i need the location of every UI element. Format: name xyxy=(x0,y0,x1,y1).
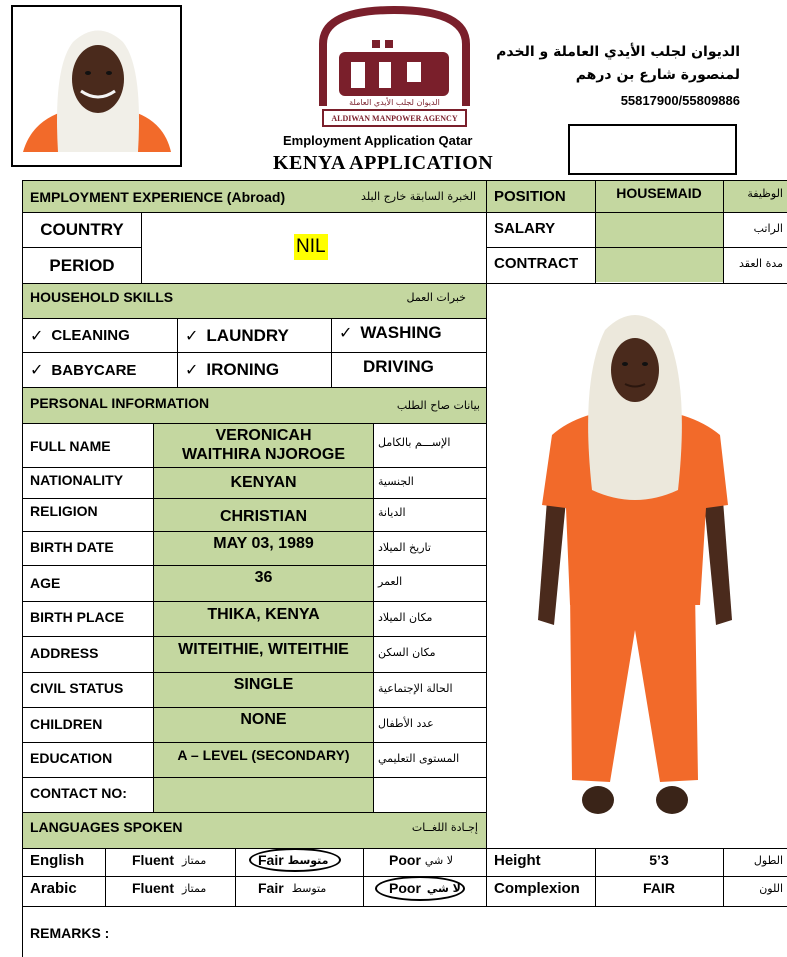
languages-header-arabic: إجـادة اللغــات xyxy=(411,820,478,834)
skill-item-ironing: ✓ IRONING xyxy=(185,360,280,379)
personal-header-arabic: بيانات صاح الطلب xyxy=(396,398,480,412)
contract-value-cell xyxy=(595,248,723,282)
birth-place-label-arabic: مكان الميلاد xyxy=(378,610,433,624)
religion-label: RELIGION xyxy=(30,503,98,519)
check-icon: ✓ xyxy=(30,327,44,345)
app-subtitle: Employment Application Qatar xyxy=(283,133,473,148)
language-english-name: English xyxy=(30,851,85,869)
birth-date-value: MAY 03, 1989 xyxy=(213,535,314,552)
reference-box xyxy=(568,124,737,175)
nationality-label-arabic: الجنسية xyxy=(378,474,414,488)
education-value: A – LEVEL (SECONDARY) xyxy=(177,747,350,763)
experience-header: EMPLOYMENT EXPERIENCE (Abroad) xyxy=(30,188,286,205)
birth-date-label: BIRTH DATE xyxy=(30,539,114,555)
language-english-fluent: Fluent ممتاز xyxy=(132,852,207,868)
birth-place-label: BIRTH PLACE xyxy=(30,609,125,625)
personal-header: PERSONAL INFORMATION xyxy=(30,395,210,411)
experience-header-arabic: الخبرة السابقة خارج البلد xyxy=(361,190,476,203)
contact-value xyxy=(154,778,373,808)
salary-label: SALARY xyxy=(494,219,556,237)
language-arabic-fluent: Fluent ممتاز xyxy=(132,880,207,896)
logo-english-text: ALDIWAN MANPOWER AGENCY xyxy=(331,114,458,123)
religion-label-arabic: الديانة xyxy=(378,505,406,519)
education-label: EDUCATION xyxy=(30,750,113,766)
contract-label: CONTRACT xyxy=(494,254,579,272)
company-logo xyxy=(317,4,472,130)
language-arabic-poor: Poor لا شي xyxy=(389,880,461,896)
children-label-arabic: عدد الأطفال xyxy=(378,716,434,730)
address-label: ADDRESS xyxy=(30,645,99,661)
civil-status-label-arabic: الحالة الإجتماعية xyxy=(378,681,453,695)
period-label: PERIOD xyxy=(49,255,115,275)
full-name-label: FULL NAME xyxy=(30,437,111,454)
app-title: KENYA APPLICATION xyxy=(273,152,494,174)
full-body-photo xyxy=(520,300,760,820)
skill-item-cleaning: ✓ CLEANING xyxy=(30,327,130,345)
height-value: 5’3 xyxy=(649,852,669,868)
skill-item-driving: DRIVING xyxy=(363,357,434,376)
language-arabic-fair: Fair متوسط xyxy=(258,880,327,896)
skill-item-laundry: ✓ LAUNDRY xyxy=(185,325,289,345)
religion-value: CHRISTIAN xyxy=(219,508,308,525)
skills-header-arabic: خبرات العمل xyxy=(406,290,466,304)
check-icon: ✓ xyxy=(30,362,44,379)
country-label: COUNTRY xyxy=(40,220,124,239)
remarks-label: REMARKS : xyxy=(30,925,110,941)
education-label-arabic: المستوى التعليمي xyxy=(378,751,460,765)
complexion-label: Complexion xyxy=(494,879,580,897)
height-label: Height xyxy=(494,851,541,869)
nationality-label: NATIONALITY xyxy=(30,472,124,488)
company-phones: 55817900/55809886 xyxy=(620,93,740,108)
skill-item-washing: ✓ WASHING xyxy=(339,323,442,342)
check-icon: ✓ xyxy=(185,327,199,345)
selected-circle-arabic-poor xyxy=(375,876,465,901)
skill-item-babycare: ✓ BABYCARE xyxy=(30,361,137,379)
contract-label-arabic: مدة العقد xyxy=(739,256,783,270)
position-value: HOUSEMAID xyxy=(616,185,702,201)
position-label-arabic: الوظيفة xyxy=(747,186,783,200)
nationality-value: KENYAN xyxy=(230,474,297,491)
salary-label-arabic: الراتب xyxy=(753,221,783,235)
address-value: WITEITHIE, WITEITHIE xyxy=(178,641,349,658)
portrait-photo-frame xyxy=(11,5,182,167)
languages-header: LANGUAGES SPOKEN xyxy=(30,819,183,835)
children-label: CHILDREN xyxy=(30,715,103,732)
age-label: AGE xyxy=(30,574,61,591)
check-icon: ✓ xyxy=(185,362,199,379)
age-label-arabic: العمر xyxy=(378,574,403,588)
birth-place-value: THIKA, KENYA xyxy=(207,606,320,623)
language-arabic-name: Arabic xyxy=(30,879,77,897)
birth-date-label-arabic: تاريخ الميلاد xyxy=(378,540,431,554)
position-label: POSITION xyxy=(494,188,566,205)
civil-status-label: CIVIL STATUS xyxy=(30,680,124,696)
complexion-value: FAIR xyxy=(643,880,675,896)
address-label-arabic: مكان السكن xyxy=(378,645,436,659)
contact-label: CONTACT NO: xyxy=(30,785,127,801)
selected-circle-english-fair xyxy=(249,848,341,872)
experience-value: NIL xyxy=(294,234,328,260)
logo-arabic-text: الديوان لجلب الأيدي العاملة xyxy=(349,98,440,107)
portrait-photo xyxy=(13,7,180,165)
complexion-label-arabic: اللون xyxy=(759,881,783,895)
full-name-label-arabic: الإســـم بالكامل xyxy=(378,435,451,449)
salary-value-cell xyxy=(595,213,723,247)
language-english-poor: Poor لا شي xyxy=(389,852,454,868)
skills-header: HOUSEHOLD SKILLS xyxy=(30,289,174,305)
age-value: 36 xyxy=(254,569,273,586)
language-english-fair: Fair متوسط xyxy=(258,852,329,868)
check-icon: ✓ xyxy=(339,325,353,342)
civil-status-value: SINGLE xyxy=(233,676,294,693)
children-value: NONE xyxy=(240,711,287,728)
full-name-value: VERONICAH WAITHIRA NJOROGE xyxy=(182,427,345,463)
company-name-arabic: الديوان لجلب الأيدي العاملة و الخدم xyxy=(496,44,740,60)
height-label-arabic: الطول xyxy=(753,853,783,867)
company-address-arabic: لمنصورة شارع بن درهم xyxy=(575,67,740,83)
